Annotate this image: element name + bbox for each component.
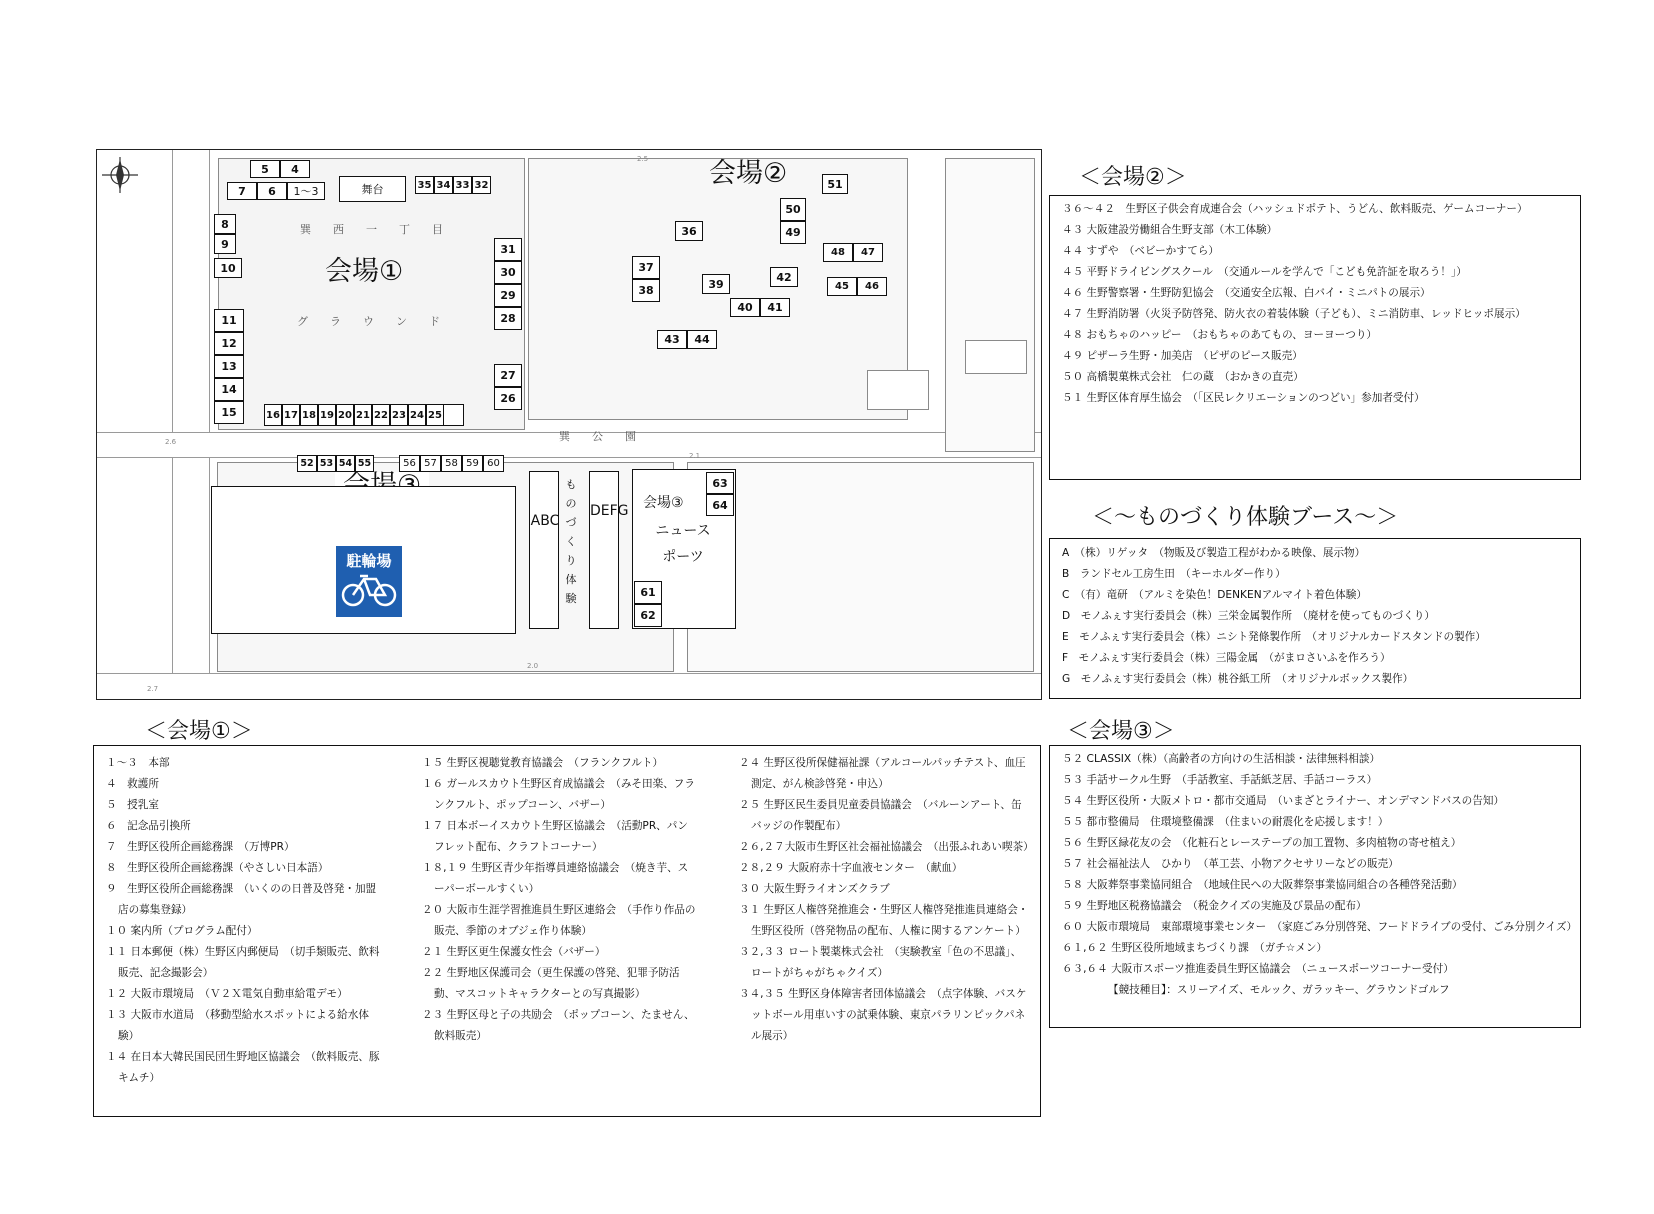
northeast-zone xyxy=(945,158,1035,452)
booth-28: 28 xyxy=(494,307,522,330)
booth-41: 41 xyxy=(760,298,790,317)
booth-62: 62 xyxy=(634,604,662,627)
booth-36: 36 xyxy=(675,221,703,241)
booth-49: 49 xyxy=(780,221,806,244)
booth-defg xyxy=(589,471,629,629)
booth-16: 16 xyxy=(264,404,282,426)
list-item: B ランドセル工房生田 （キーホルダー作り） xyxy=(1062,568,1286,580)
list-item: ２４ 生野区役所保健福祉課（アルコールパッチテスト、血圧測定、がん検診啓発・申込） xyxy=(739,757,1026,790)
list-item: ２０ 大阪市生涯学習推進員生野区連絡会 （手作り作品の販売、季節のオブジェ作り体験） xyxy=(422,904,696,937)
list-item: １０ 案内所（プログラム配付） xyxy=(106,925,258,937)
booth-11: 11 xyxy=(214,309,244,332)
bicycle-icon xyxy=(340,571,398,607)
booth-12: 12 xyxy=(214,332,244,355)
list-item: ３４,３５ 生野区身体障害者団体協議会 （点字体験、バスケットボール用車いすの試乗体験、東京パラリンピックパネル展示） xyxy=(739,988,1027,1042)
monozukuri-heading: ＜～ものづくり体験ブース～＞ xyxy=(1092,505,1399,530)
booth-40: 40 xyxy=(730,298,760,317)
road-horizontal-south xyxy=(97,673,1041,700)
list-item: ２１ 生野区更生保護女性会（バザー） xyxy=(422,946,606,958)
venue-map xyxy=(96,149,1042,700)
booth-43: 43 xyxy=(657,330,687,349)
list-item: ４４ すずや （ベビーかすてら） xyxy=(1062,245,1219,257)
list-item: ２６,２７大阪市生野区社会福祉協議会 （出張ふれあい喫茶） xyxy=(739,841,1034,853)
list-item: １～３ 本部 xyxy=(106,757,170,769)
list-item: ５５ 都市整備局 住環境整備課 （住まいの耐震化を応援します！） xyxy=(1062,816,1389,828)
list-item: ３６～４２ 生野区子供会育成連合会（ハッシュドポテト、うどん、飲料販売、ゲームコーナー） xyxy=(1062,203,1528,215)
booth-6: 6 xyxy=(257,182,287,200)
list-item: ４３ 大阪建設労働組合生野支部（木工体験） xyxy=(1062,224,1278,236)
road-number: 2.1 xyxy=(689,452,701,460)
east-zone xyxy=(687,462,1034,672)
booth-56: 56 xyxy=(399,455,420,472)
booth-32: 32 xyxy=(472,176,491,194)
booth-33: 33 xyxy=(453,176,472,194)
booth-61: 61 xyxy=(634,581,662,604)
list-item: ５７ 社会福祉法人 ひかり （革工芸、小物アクセサリーなどの販売） xyxy=(1062,858,1399,870)
venue3-heading: ＜会場③＞ xyxy=(1067,719,1175,744)
list-item: C （有）竜研 （アルミを染色！DENKENアルマイト着色体験） xyxy=(1062,589,1367,601)
booth-13: 13 xyxy=(214,355,244,378)
booth-5: 5 xyxy=(250,160,280,178)
venue1-heading: ＜会場①＞ xyxy=(145,719,253,744)
list-item: ５９ 生野地区税務協議会 （税金クイズの実施及び景品の配布） xyxy=(1062,900,1367,912)
list-item: ５０ 高橋製菓株式会社 仁の蔵 （おかきの直売） xyxy=(1062,371,1304,383)
booth-50: 50 xyxy=(780,198,806,221)
field-label: グラウンド xyxy=(297,315,462,328)
booth-1-3: 1～3 xyxy=(287,182,325,200)
list-item: １４ 在日本大韓民国民団生野地区協議会 （飲料販売、豚キムチ） xyxy=(106,1051,380,1084)
booth-37: 37 xyxy=(632,256,660,279)
booth-21: 21 xyxy=(354,404,372,426)
list-item: ４９ ピザーラ生野・加美店 （ピザのピース販売） xyxy=(1062,350,1303,362)
booth-52: 52 xyxy=(297,455,317,472)
list-item: ２５ 生野区民生委員児童委員協議会 （バルーンアート、缶バッジの作製配布） xyxy=(739,799,1022,832)
booth-64: 64 xyxy=(706,494,734,516)
compass-icon xyxy=(100,155,140,195)
list-item: ５２ CLASSIX（株）（高齢者の方向けの生活相談・法律無料相談） xyxy=(1062,753,1381,765)
booth-54: 54 xyxy=(336,455,355,472)
list-item: F モノふぇす実行委員会（株）三陽金属 （がまロさいふを作ろう） xyxy=(1062,652,1391,664)
monozukuri-label: ものづくり体験 xyxy=(565,478,577,605)
booth-48: 48 xyxy=(823,243,853,262)
building-block xyxy=(867,370,929,410)
list-item: ２２ 生野地区保護司会（更生保護の啓発、犯罪予防活動、マスコットキャラクターとの写真撮影） xyxy=(422,967,680,1000)
list-item: １１ 日本郵便（株）生野区内郵便局 （切手類販売、飲料販売、記念撮影会） xyxy=(106,946,380,979)
list-item: ８ 生野区役所企画総務課（やさしい日本語） xyxy=(106,862,329,874)
list-item: ４６ 生野警察署・生野防犯協会 （交通安全広報、白バイ・ミニパトの展示） xyxy=(1062,287,1431,299)
booth-23: 23 xyxy=(390,404,408,426)
road-number: 2.5 xyxy=(637,155,649,163)
list-item: ２３ 生野区母と子の共励会 （ポップコーン、たません、飲料販売） xyxy=(422,1009,695,1042)
booth-24: 24 xyxy=(408,404,426,426)
booth-58: 58 xyxy=(441,455,462,472)
road-number: 2.0 xyxy=(527,662,539,670)
list-item: E モノふぇす実行委員会（株）ニシト発條製作所 （オリジナルカードスタンドの製作） xyxy=(1062,631,1486,643)
defg-label: DEFG xyxy=(590,503,629,519)
booth-39: 39 xyxy=(702,274,730,294)
list-item: １２ 大阪市環境局 （Ｖ２Ｘ電気自動車給電デモ） xyxy=(106,988,348,1000)
abc-label: ABC xyxy=(530,513,560,529)
list-item: 【競技種目】：スリーアイズ、モルック、ガラッキー、グラウンドゴルフ xyxy=(1108,984,1450,996)
list-item: １８,１９ 生野区青少年指導員連絡協議会 （焼き芋、スーパーボールすくい） xyxy=(422,862,689,895)
road-number: 2.7 xyxy=(147,685,159,693)
booth-45: 45 xyxy=(827,277,857,296)
park-label: 巽公園 xyxy=(559,430,658,443)
list-item: ５８ 大阪葬祭事業協同組合 （地域住民への大阪葬祭事業協同組合の各種啓発活動） xyxy=(1062,879,1463,891)
building-block xyxy=(965,340,1027,374)
booth-51: 51 xyxy=(822,174,848,194)
booth-34: 34 xyxy=(434,176,453,194)
venue1-panel xyxy=(93,745,1041,1117)
list-item: ５３ 手話サークル生野 （手話教室、手話紙芝居、手話コーラス） xyxy=(1062,774,1378,786)
booth-26: 26 xyxy=(494,387,522,410)
venue1-column-2 xyxy=(412,753,697,1047)
list-item: ３０ 大阪生野ライオンズクラブ xyxy=(739,883,890,895)
stage: 舞台 xyxy=(339,176,406,202)
list-item: ９ 生野区役所企画総務課 （いくのの日普及啓発・加盟店の募集登録） xyxy=(106,883,377,916)
booth-35: 35 xyxy=(415,176,434,194)
list-item: ２８,２９ 大阪府赤十字血液センター （献血） xyxy=(739,862,963,874)
list-item: ５１ 生野区体育厚生協会 （「区民レクリエーションのつどい」参加者受付） xyxy=(1062,392,1425,404)
road-number: 2.6 xyxy=(165,438,177,446)
list-item: １６ ガールスカウト生野区育成協議会 （みそ田楽、フランクフルト、ポップコーン、バザー） xyxy=(422,778,695,811)
booth-9: 9 xyxy=(214,234,236,254)
booth-14: 14 xyxy=(214,378,244,401)
booth-57: 57 xyxy=(420,455,441,472)
booth-27: 27 xyxy=(494,364,522,387)
booth-42: 42 xyxy=(770,267,798,287)
list-item: ６３,６４ 大阪市スポーツ推進委員生野区協議会 （ニュースポーツコーナー受付） xyxy=(1062,963,1454,975)
list-item: A （株）リゲッタ （物販及び製造工程がわかる映像、展示物） xyxy=(1062,547,1366,559)
booth-15: 15 xyxy=(214,401,244,424)
booth-17: 17 xyxy=(282,404,300,426)
venue1-column-3 xyxy=(729,753,1034,1047)
booth-18: 18 xyxy=(300,404,318,426)
booth-10: 10 xyxy=(214,258,242,278)
list-item: ７ 生野区役所企画総務課 （万博PR） xyxy=(106,841,295,853)
venue1-label: 会場① xyxy=(325,256,404,287)
venue2-heading: ＜会場②＞ xyxy=(1079,165,1187,190)
list-item: ５ 授乳室 xyxy=(106,799,159,811)
booth-53: 53 xyxy=(317,455,336,472)
list-item: D モノふぇす実行委員会（株）三栄金属製作所 （廃材を使ってものづくり） xyxy=(1062,610,1435,622)
booth-8: 8 xyxy=(214,214,236,234)
list-item: ４７ 生野消防署（火災予防啓発、防火衣の着装体験（子ども）、ミニ消防車、レッドヒッポ展示） xyxy=(1062,308,1526,320)
list-item: ３１ 生野区人権啓発推進会・生野区人権啓発推進員連絡会・生野区役所（啓発物品の配布、人権に関するアンケート） xyxy=(739,904,1029,937)
booth-22: 22 xyxy=(372,404,390,426)
booth-row-end xyxy=(444,404,464,426)
list-item: ３２,３３ ロート製薬株式会社 （実験教室「色の不思議」、ロートがちゃがちゃクイズ） xyxy=(739,946,1022,979)
road-vertical-west xyxy=(172,150,210,699)
venue2-label: 会場② xyxy=(709,158,788,189)
booth-47: 47 xyxy=(853,243,883,262)
booth-60: 60 xyxy=(483,455,504,472)
list-item: ４８ おもちゃのハッピー （おもちゃのあてもの、ヨーヨーつり） xyxy=(1062,329,1378,341)
list-item: ５４ 生野区役所・大阪メトロ・都市交通局 （いまざとライナー、オンデマンドバスの告知） xyxy=(1062,795,1505,807)
list-item: ５６ 生野区緑花友の会 （化粧石とレーステープの加工置物、多肉植物の寄せ植え） xyxy=(1062,837,1462,849)
list-item: ４５ 平野ドライビングスクール （交通ルールを学んで「こども免許証を取ろう！」） xyxy=(1062,266,1467,278)
bicycle-parking-label: 駐輪場 xyxy=(346,552,392,570)
booth-abc xyxy=(529,471,559,629)
field-label: 巽西一丁目 xyxy=(300,223,465,236)
venue3-sub-label: 会場③ xyxy=(643,495,684,511)
booth-63: 63 xyxy=(706,472,734,494)
booth-59: 59 xyxy=(462,455,483,472)
booth-55: 55 xyxy=(355,455,374,472)
booth-7: 7 xyxy=(227,182,257,200)
venue3-panel xyxy=(1049,745,1581,1028)
booth-44: 44 xyxy=(687,330,717,349)
booth-46: 46 xyxy=(857,277,887,296)
venue1-column-1 xyxy=(96,753,381,1089)
bicycle-parking xyxy=(336,546,402,617)
booth-20: 20 xyxy=(336,404,354,426)
new-sports-label: ニュースポーツ xyxy=(655,523,711,565)
venue2-panel xyxy=(1049,195,1581,480)
list-item: ６ 記念品引換所 xyxy=(106,820,191,832)
booth-19: 19 xyxy=(318,404,336,426)
list-item: ４ 救護所 xyxy=(106,778,159,790)
booth-30: 30 xyxy=(494,261,522,284)
list-item: １７ 日本ボーイスカウト生野区協議会 （活動PR、パンフレット配布、クラフトコーナー） xyxy=(422,820,688,853)
booth-25: 25 xyxy=(426,404,444,426)
list-item: ６０ 大阪市環境局 東部環境事業センター （家庭ごみ分別啓発、フードドライブの受付、ごみ分別クイズ） xyxy=(1062,921,1578,933)
list-item: １５ 生野区視聴覚教育協議会 （フランクフルト） xyxy=(422,757,664,769)
list-item: １３ 大阪市水道局 （移動型給水スポットによる給水体験） xyxy=(106,1009,369,1042)
booth-38: 38 xyxy=(632,279,660,302)
list-item: G モノふぇす実行委員会（株）桃谷紙工所 （オリジナルボックス製作） xyxy=(1062,673,1414,685)
booth-29: 29 xyxy=(494,284,522,307)
monozukuri-panel xyxy=(1049,538,1581,699)
booth-31: 31 xyxy=(494,238,522,261)
list-item: ６１,６２ 生野区役所地域まちづくり課 （ガチ☆メン） xyxy=(1062,942,1328,954)
booth-4: 4 xyxy=(280,160,310,178)
